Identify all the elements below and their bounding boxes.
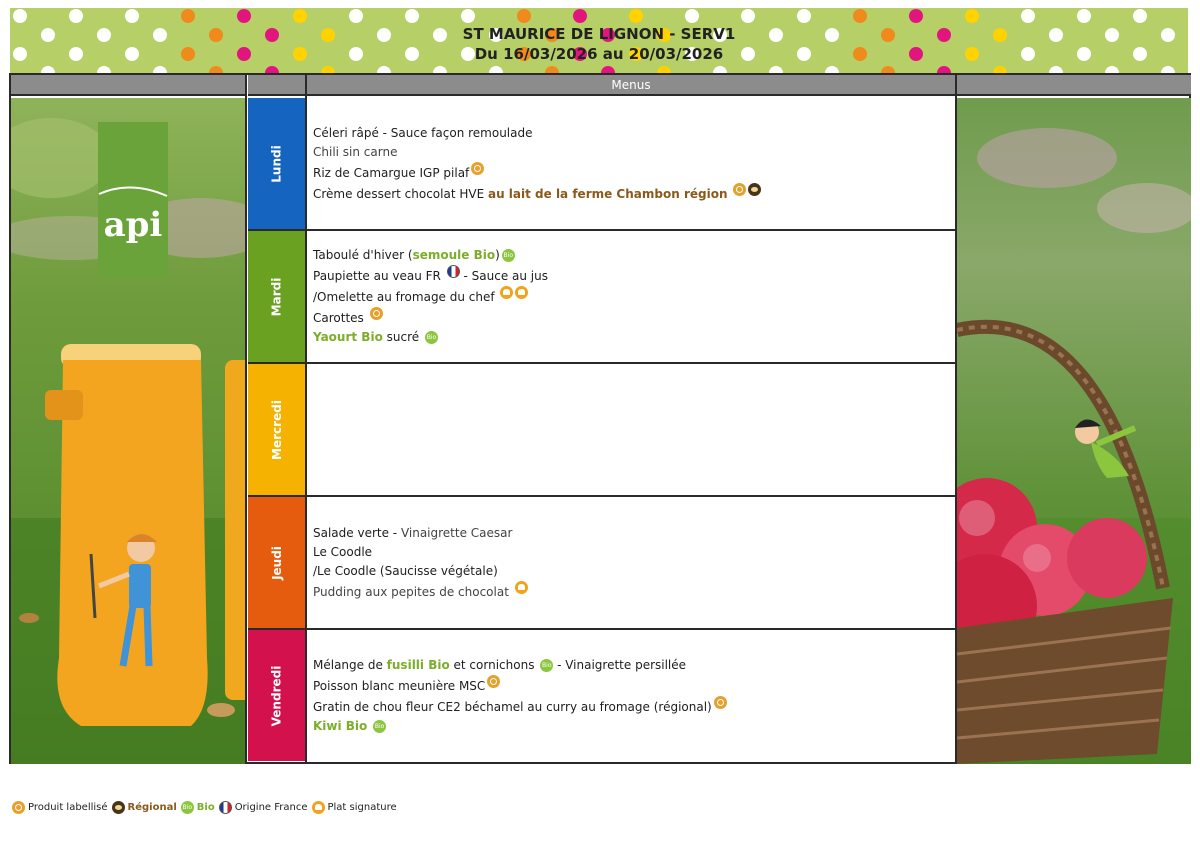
signature-dish-icon: [515, 286, 528, 299]
menu-line: [313, 307, 949, 328]
bio-icon: Bio: [540, 659, 553, 672]
menu-text: - Sauce au jus: [459, 269, 548, 283]
menu-text: Carottes: [313, 311, 368, 325]
decorative-dot: [629, 9, 643, 23]
day-tab-lundi: [248, 98, 305, 229]
day-label: Vendredi: [269, 665, 284, 726]
menu-line: [313, 717, 949, 736]
decorative-dot: [1077, 9, 1091, 23]
decorative-dot: [1133, 9, 1147, 23]
day-tab-mercredi: [248, 364, 305, 495]
week-period: Du 16/03/2026 au 20/03/2026: [474, 45, 724, 63]
france-flag-icon: [447, 265, 460, 278]
menu-text: /Le Coodle (Saucisse végétale): [313, 563, 498, 578]
decorative-dot: [965, 9, 979, 23]
menu-cell-vendredi: [307, 630, 955, 761]
school-title: ST MAURICE DE LIGNON - SERV1: [462, 25, 736, 43]
label-rouge-icon: [714, 696, 727, 709]
menu-text: Yaourt Bio: [313, 330, 383, 344]
day-label: Jeudi: [269, 545, 284, 580]
menu-text: Le Coodle: [313, 544, 373, 559]
decorative-dot: [349, 9, 363, 23]
decorative-dot: [685, 9, 699, 23]
right-column-header: [957, 75, 1191, 96]
left-column-header: [11, 75, 245, 96]
legend-regional: Régional: [127, 802, 177, 813]
decorative-dot: [405, 9, 419, 23]
menu-text: - Vinaigrette persillée: [553, 657, 687, 672]
decorative-dot: [237, 9, 251, 23]
menu-line: [313, 246, 949, 265]
menu-text: Taboulé d'hiver (: [313, 248, 413, 262]
menu-text: Crème dessert chocolat HVE: [313, 186, 488, 201]
decorative-dot: [293, 9, 307, 23]
menu-text: Pudding aux pepites de chocolat: [313, 584, 513, 599]
menus-column-header: Menus: [307, 75, 955, 96]
menu-text: [728, 187, 732, 201]
bio-icon: Bio: [425, 331, 438, 344]
menu-line: [313, 183, 949, 204]
menu-line: [313, 162, 949, 183]
day-label: Mercredi: [269, 399, 284, 460]
legend: [12, 801, 401, 814]
bio-icon: Bio: [373, 720, 386, 733]
menu-text: sucré: [382, 330, 423, 344]
day-column-header: [248, 75, 305, 96]
svg-text:api: api: [103, 205, 163, 245]
label-rouge-icon: [12, 801, 25, 814]
decorative-dot: [517, 9, 531, 23]
decorative-dot: [797, 9, 811, 23]
regional-icon: [748, 183, 761, 196]
menu-text: fusilli Bio: [386, 657, 450, 672]
menu-text: Poisson blanc meunière MSC: [313, 678, 486, 693]
regional-icon: [112, 801, 125, 814]
menu-line: [313, 581, 949, 602]
legend-bio: Bio: [196, 802, 215, 813]
header-titles: [10, 24, 1188, 64]
label-rouge-icon: [370, 307, 383, 320]
menu-cell-mercredi: [307, 364, 955, 495]
menu-line: [313, 656, 949, 675]
menu-text: Paupiette au veau FR: [313, 269, 445, 283]
france-flag-icon: [219, 801, 232, 814]
decorative-dot: [853, 9, 867, 23]
menu-cell-mardi: [307, 231, 955, 362]
legend-signature: Plat signature: [327, 802, 397, 813]
weekly-menu-table: [9, 73, 1191, 764]
menu-line: [313, 524, 949, 543]
menu-line: [313, 328, 949, 347]
menu-line: [313, 124, 949, 143]
decorative-dot: [909, 9, 923, 23]
menu-text: Kiwi Bio: [313, 718, 368, 733]
api-logo: [98, 122, 168, 278]
legend-origin-france: Origine France: [234, 802, 308, 813]
signature-dish-icon: [515, 581, 528, 594]
legend-labelled: Produit labellisé: [28, 802, 108, 813]
menu-text: et cornichons: [449, 657, 539, 672]
menu-cell-lundi: [307, 98, 955, 229]
apple-basket-illustration: [957, 98, 1191, 764]
menu-cell-jeudi: [307, 497, 955, 628]
bio-icon: Bio: [181, 801, 194, 814]
menu-text: /Omelette au fromage du chef: [313, 290, 499, 304]
menu-text: Gratin de chou fleur CE2 béchamel au curry au fromage (régional): [313, 699, 712, 714]
menu-text: ): [495, 248, 500, 262]
decorative-dot: [13, 9, 27, 23]
day-tab-vendredi: [248, 630, 305, 761]
signature-dish-icon: [500, 286, 513, 299]
signature-dish-icon: [312, 801, 325, 814]
menu-line: [313, 286, 949, 307]
divider: [245, 75, 247, 762]
menu-header-banner: [10, 8, 1188, 74]
menu-line: [313, 562, 949, 581]
menu-text: Mélange de: [313, 657, 387, 672]
menu-line: [313, 143, 949, 162]
menu-text: Céleri râpé - Sauce façon remoulade: [313, 125, 533, 140]
menu-text: au lait de la ferme Chambon région: [487, 186, 728, 201]
day-label: Mardi: [269, 277, 284, 316]
decorative-dot: [1021, 9, 1035, 23]
decorative-dot: [573, 9, 587, 23]
decorative-dot: [69, 9, 83, 23]
bio-icon: Bio: [502, 249, 515, 262]
menu-line: [313, 543, 949, 562]
menu-text: semoule Bio: [412, 248, 496, 262]
menu-line: [313, 265, 949, 286]
menu-text: Riz de Camargue IGP pilaf: [313, 165, 470, 180]
divider: [955, 75, 957, 762]
day-tab-jeudi: [248, 497, 305, 628]
decorative-dot: [181, 9, 195, 23]
decorative-dot: [125, 9, 139, 23]
menu-line: [313, 675, 949, 696]
menu-text: Chili sin carne: [313, 144, 398, 159]
day-label: Lundi: [269, 144, 284, 183]
label-rouge-icon: [487, 675, 500, 688]
decorative-dot: [461, 9, 475, 23]
menu-text: Salade verte -: [313, 525, 401, 540]
menu-text: Vinaigrette Caesar: [400, 525, 513, 540]
rain-boot-illustration: [11, 98, 245, 764]
day-tab-mardi: [248, 231, 305, 362]
decorative-dot: [741, 9, 755, 23]
menu-text: [367, 719, 371, 733]
menu-line: [313, 696, 949, 717]
label-rouge-icon: [733, 183, 746, 196]
label-rouge-icon: [471, 162, 484, 175]
